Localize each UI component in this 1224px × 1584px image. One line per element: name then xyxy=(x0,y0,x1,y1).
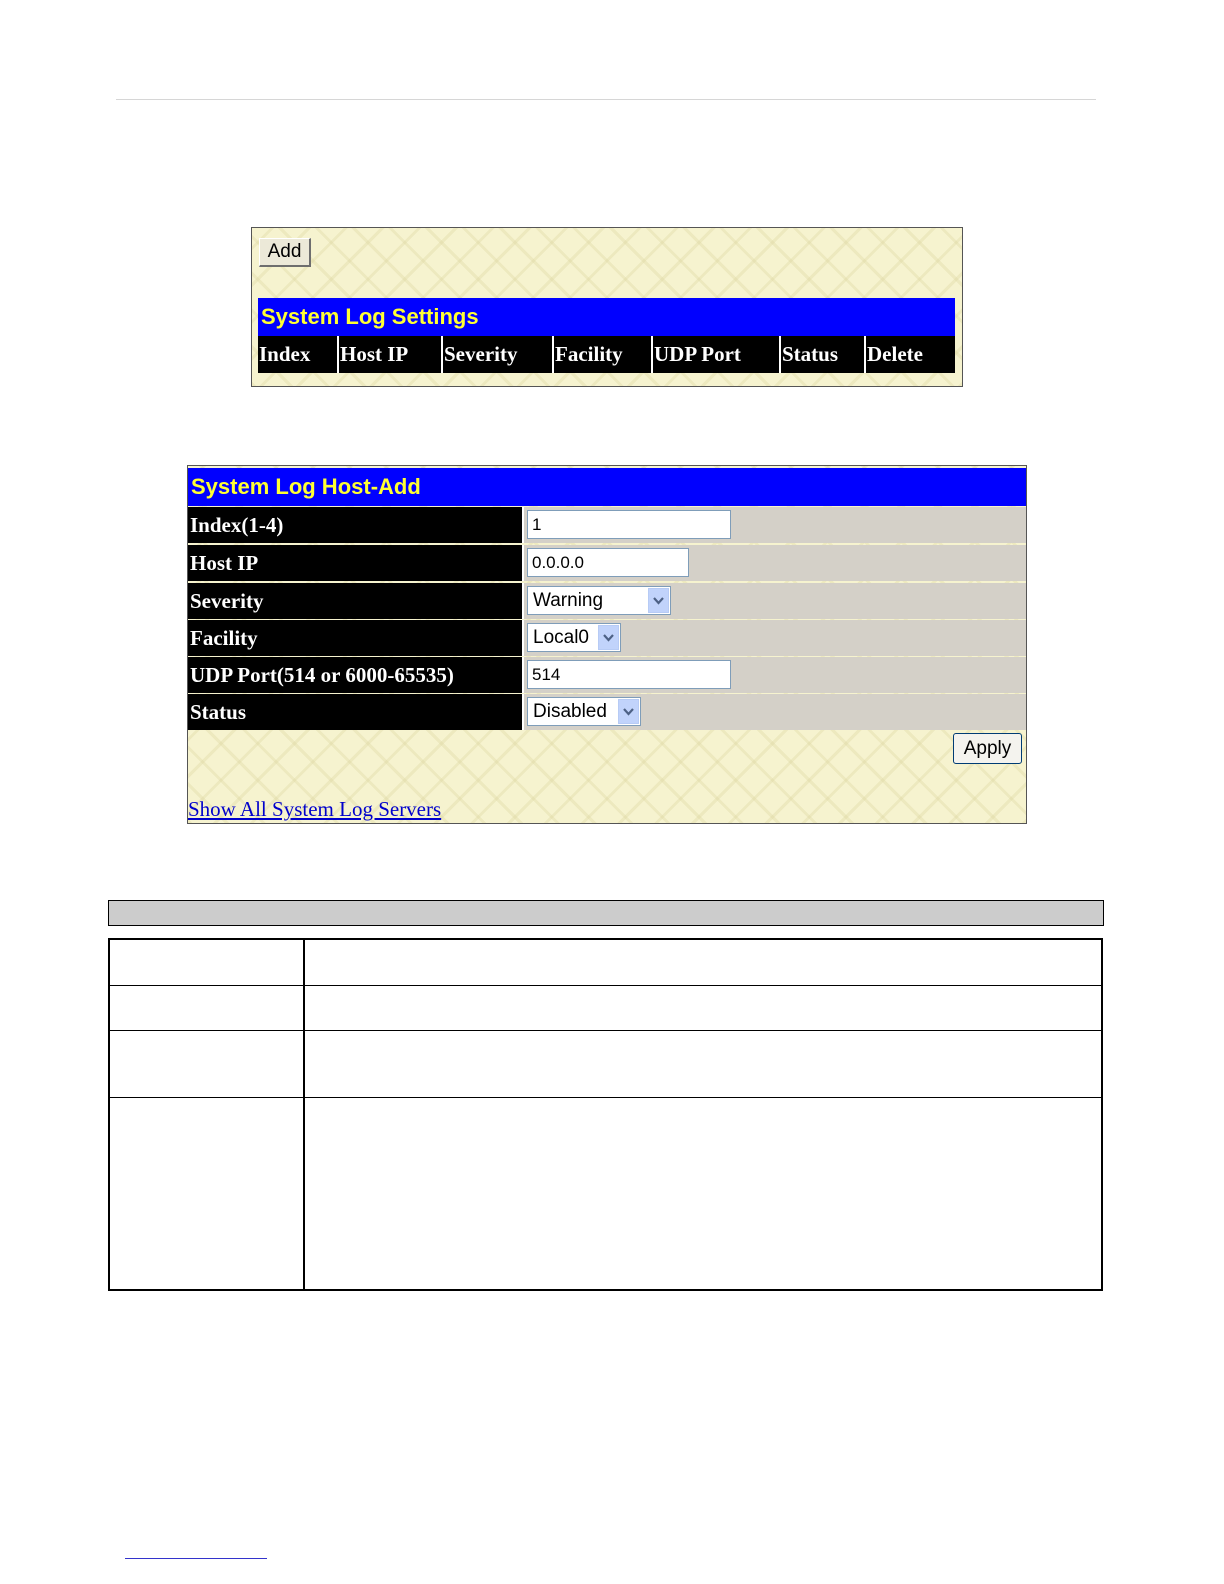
host-ip-input[interactable] xyxy=(527,548,689,577)
table-row xyxy=(110,940,1101,986)
facility-label: Facility xyxy=(188,620,522,656)
severity-select[interactable] xyxy=(527,586,671,615)
form-row-status xyxy=(188,694,1026,730)
severity-label: Severity xyxy=(188,583,522,619)
index-input[interactable] xyxy=(527,510,731,539)
column-header-status: Status xyxy=(781,336,866,373)
system-log-settings-panel xyxy=(251,227,963,387)
host-add-title: System Log Host-Add xyxy=(188,468,1026,506)
column-header-delete: Delete xyxy=(866,336,955,373)
index-label: Index(1-4) xyxy=(188,507,522,543)
description-table xyxy=(108,938,1103,1291)
top-rule xyxy=(116,99,1096,100)
system-log-host-add-panel xyxy=(187,465,1027,824)
status-label: Status xyxy=(188,694,522,730)
status-value-cell xyxy=(522,694,1026,730)
description-table-header-bar xyxy=(108,900,1104,926)
form-row-host-ip xyxy=(188,545,1026,581)
chevron-down-icon[interactable] xyxy=(618,699,639,724)
facility-selected-value: Local0 xyxy=(533,626,589,648)
severity-selected-value: Warning xyxy=(533,589,604,611)
host-ip-label: Host IP xyxy=(188,545,522,581)
table-row xyxy=(110,986,1101,1031)
add-button[interactable]: Add xyxy=(259,238,311,267)
column-header-severity: Severity xyxy=(443,336,554,373)
form-row-index xyxy=(188,507,1026,543)
chevron-down-icon[interactable] xyxy=(648,588,669,613)
apply-button[interactable]: Apply xyxy=(953,733,1022,764)
severity-value-cell xyxy=(522,583,1026,619)
settings-header-row xyxy=(258,336,955,373)
udp-port-label: UDP Port(514 or 6000-65535) xyxy=(188,657,522,693)
column-header-udp-port: UDP Port xyxy=(653,336,781,373)
form-row-facility xyxy=(188,620,1026,656)
index-value-cell xyxy=(522,507,1026,543)
status-select[interactable] xyxy=(527,697,641,726)
column-header-index: Index xyxy=(258,336,339,373)
settings-title: System Log Settings xyxy=(258,298,955,336)
facility-value-cell xyxy=(522,620,1026,656)
table-row xyxy=(110,1031,1101,1098)
host-ip-value-cell xyxy=(522,545,1026,581)
facility-select[interactable] xyxy=(527,623,621,652)
show-all-system-log-servers-link[interactable]: Show All System Log Servers xyxy=(188,797,442,821)
table-row xyxy=(110,1098,1101,1289)
form-row-severity xyxy=(188,583,1026,619)
column-header-host-ip: Host IP xyxy=(339,336,443,373)
column-header-facility: Facility xyxy=(554,336,653,373)
form-row-udp-port xyxy=(188,657,1026,693)
udp-port-value-cell xyxy=(522,657,1026,693)
udp-port-input[interactable] xyxy=(527,660,731,689)
status-selected-value: Disabled xyxy=(533,700,607,722)
chevron-down-icon[interactable] xyxy=(598,625,619,650)
footer-rule xyxy=(125,1558,267,1559)
